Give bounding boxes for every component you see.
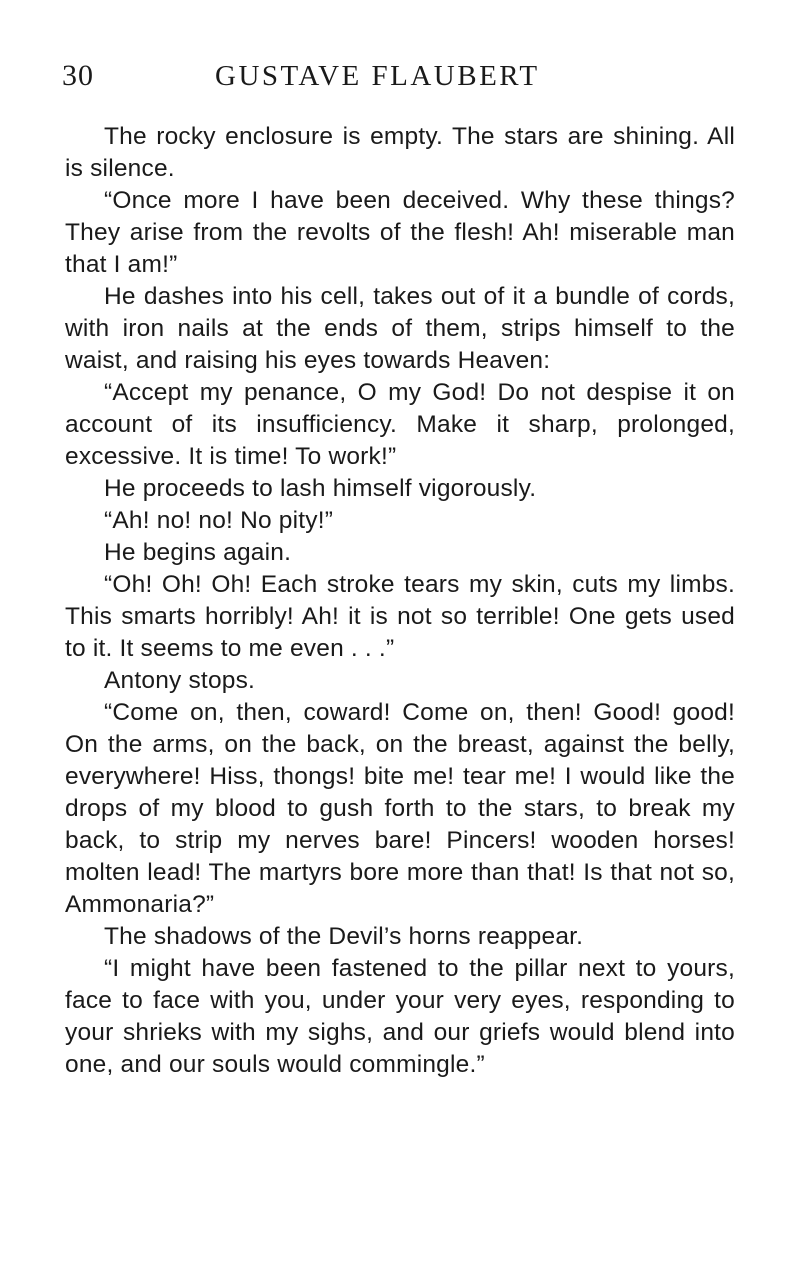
paragraph: “Ah! no! no! No pity!” — [104, 507, 334, 534]
paragraph: “Come on, then, coward! Come on, then! Good! good! On the arms, on the back, on the breast, against the belly, everywhere! Hiss, thongs! bite me! tear me! I would like the drops of my blood to gush forth to the stars, to break my back, to strip my nerves bare! Pincers! wooden horses! molten lead! The martyrs bore more than that! Is that not so, Ammonaria?” — [65, 699, 735, 918]
paragraph: He dashes into his cell, takes out of it a bundle of cords, with iron nails at the ends of them, strips himself to the waist, and raising his eyes towards Heaven: — [65, 283, 735, 374]
paragraph: He proceeds to lash himself vigorously. — [104, 475, 537, 502]
paragraph: Antony stops. — [104, 667, 256, 694]
page-number: 30 — [62, 59, 94, 92]
running-head-title: GUSTAVE FLAUBERT — [215, 60, 540, 92]
paragraph: The shadows of the Devil’s horns reappear. — [104, 923, 584, 950]
paragraph: The rocky enclosure is empty. The stars are shining. All is silence. — [65, 123, 735, 182]
paragraph: “Once more I have been deceived. Why these things? They arise from the revolts of the flesh! Ah! miserable man that I am!” — [65, 187, 735, 278]
paragraph: “I might have been fastened to the pillar next to yours, face to face with you, under your very eyes, responding to your shrieks with my sighs, and our griefs would blend into one, and our souls would commingle.” — [65, 955, 735, 1078]
paragraph: “Oh! Oh! Oh! Each stroke tears my skin, cuts my limbs. This smarts horribly! Ah! it is not so terrible! One gets used to it. It seems to me even . . .” — [65, 571, 735, 662]
page-body — [65, 121, 735, 1081]
paragraph: “Accept my penance, O my God! Do not despise it on account of its insufficiency. Make it sharp, prolonged, excessive. It is time! To work!” — [65, 379, 735, 470]
paragraph: He begins again. — [104, 539, 292, 566]
